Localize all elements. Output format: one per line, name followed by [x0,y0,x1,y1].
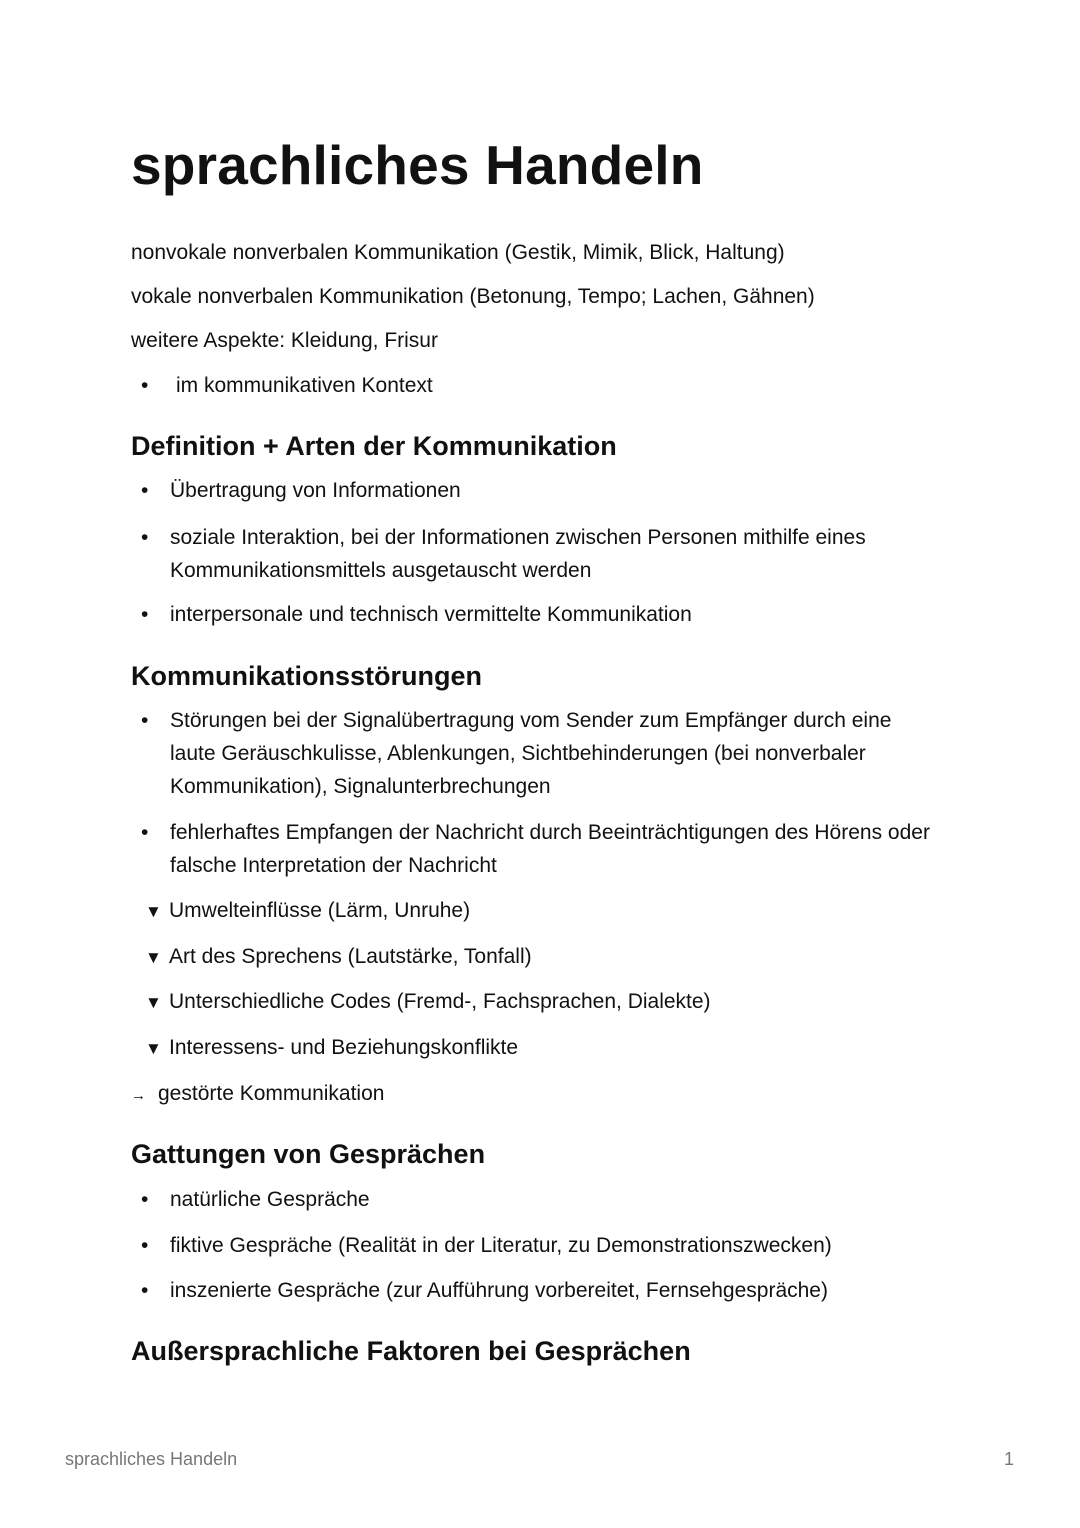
bullet-icon: • [141,1188,149,1211]
result-line: → gestörte Kommunikation [131,1077,384,1112]
section-heading: Gattungen von Gesprächen [131,1139,486,1169]
triangle-down-icon: ▼ [145,1039,162,1058]
section-heading: Außersprachliche Faktoren bei Gesprächen [131,1336,691,1366]
list-item: ▼ Art des Sprechens (Lautstärke, Tonfall) [145,940,532,974]
intro-line: nonvokale nonverbalen Kommunikation (Gestik, Mimik, Blick, Haltung) [131,241,785,264]
list-item: ▼ Umwelteinflüsse (Lärm, Unruhe) [145,894,470,928]
list-item: ▼ Interessens- und Beziehungskonflikte [145,1031,518,1065]
triangle-down-icon: ▼ [145,993,162,1012]
bullet-icon: • [141,603,149,626]
page-title: sprachliches Handeln [131,134,704,196]
bullet-icon: • [141,1279,149,1302]
bullet-icon: • [141,1234,149,1257]
section-heading: Kommunikationsstörungen [131,661,483,691]
bullet-icon: • [141,526,149,549]
triangle-down-icon: ▼ [145,902,162,921]
triangle-down-icon: ▼ [145,948,162,967]
intro-line: weitere Aspekte: Kleidung, Frisur [131,329,438,352]
bullet-icon: • [141,374,149,397]
section-heading: Definition + Arten der Kommunikation [131,431,617,461]
list-item: ▼ Unterschiedliche Codes (Fremd-, Fachsprachen, Dialekte) [145,985,711,1019]
bullet-icon: • [141,821,149,844]
footer-title: sprachliches Handeln [65,1449,238,1469]
intro-line: vokale nonverbalen Kommunikation (Betonung, Tempo; Lachen, Gähnen) [131,285,815,308]
arrow-right-icon: → [131,1087,146,1104]
bullet-icon: • [141,709,149,732]
bullet-icon: • [141,479,149,502]
page-number: 1 [1004,1449,1015,1469]
